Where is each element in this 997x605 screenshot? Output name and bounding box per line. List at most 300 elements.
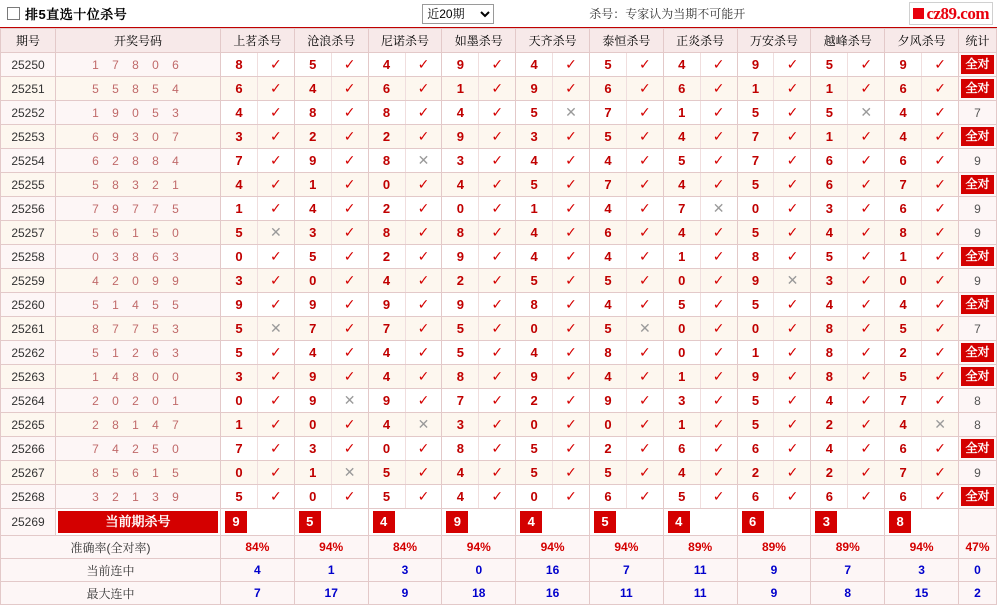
check-icon: ✓ (491, 152, 504, 168)
summary-row (1, 582, 997, 605)
cell-expert-kill (663, 149, 737, 173)
cell-draw-code: 5 6 1 5 0 (56, 221, 221, 245)
expert-kill-number: 5 (221, 341, 258, 364)
cell-expert-kill (221, 221, 295, 245)
expert-kill-number: 6 (590, 485, 627, 508)
expert-kill-number: 3 (811, 197, 848, 220)
check-icon: ✓ (417, 488, 430, 504)
check-icon: ✓ (638, 392, 651, 408)
cell-expert-kill (442, 125, 516, 149)
check-icon: ✓ (417, 272, 430, 288)
expert-kill-number: 4 (516, 221, 553, 244)
table-row (1, 437, 997, 461)
summary-value: 1 (294, 559, 368, 582)
check-icon: ✓ (343, 104, 356, 120)
cell-current-kill (737, 509, 811, 536)
check-icon: ✓ (269, 296, 282, 312)
col-header-expert-1: 上茗杀号 (221, 29, 295, 53)
status-badge: 全对 (961, 367, 994, 386)
check-icon: ✓ (343, 152, 356, 168)
status-badge: 全对 (961, 247, 994, 266)
expert-kill-number: 7 (738, 125, 775, 148)
logo-text: cz89.com (926, 3, 989, 23)
expert-kill-number: 6 (811, 149, 848, 172)
cell-expert-kill (811, 245, 885, 269)
cell-expert-kill (368, 317, 442, 341)
check-icon: ✓ (565, 296, 577, 312)
stat-value: 9 (974, 273, 981, 288)
check-icon: ✓ (491, 200, 504, 216)
expert-kill-number: 5 (664, 149, 701, 172)
cell-expert-kill (221, 197, 295, 221)
expert-kill-number: 4 (369, 341, 406, 364)
cell-expert-kill (221, 53, 295, 77)
expert-kill-number: 5 (738, 413, 775, 436)
current-kill-number: 6 (742, 511, 764, 533)
kill-number-table (0, 28, 997, 605)
summary-value: 15 (885, 582, 959, 605)
expert-kill-number: 4 (885, 293, 922, 316)
expert-kill-number: 8 (295, 101, 332, 124)
check-icon: ✓ (786, 248, 799, 264)
cross-icon: ✕ (638, 320, 651, 336)
cell-expert-kill (442, 317, 516, 341)
cell-expert-kill (442, 413, 516, 437)
expert-kill-number: 8 (442, 437, 479, 460)
check-icon: ✓ (786, 152, 799, 168)
status-badge: 全对 (961, 175, 994, 194)
cell-expert-kill (885, 269, 959, 293)
cell-draw-code: 8 5 6 1 5 (56, 461, 221, 485)
check-icon: ✓ (417, 248, 430, 264)
cell-stat (959, 437, 997, 461)
cell-expert-kill (221, 437, 295, 461)
period-range-select[interactable] (422, 4, 494, 24)
cell-expert-kill (589, 341, 663, 365)
table-body (1, 53, 997, 605)
expert-kill-number: 8 (885, 221, 922, 244)
cell-draw-code: 1 4 8 0 0 (56, 365, 221, 389)
check-icon: ✓ (638, 152, 651, 168)
expert-kill-number: 6 (369, 77, 406, 100)
table-row (1, 245, 997, 269)
cross-icon: ✕ (786, 272, 799, 288)
expert-kill-number: 2 (295, 125, 332, 148)
cell-expert-kill (737, 221, 811, 245)
check-icon: ✓ (343, 368, 356, 384)
cell-expert-kill (737, 317, 811, 341)
expert-kill-number: 5 (516, 461, 553, 484)
check-icon: ✓ (860, 80, 873, 96)
check-icon: ✓ (934, 296, 946, 312)
stat-value: 9 (974, 153, 981, 168)
cell-expert-kill (663, 389, 737, 413)
expert-kill-number: 9 (738, 53, 775, 76)
select-all-checkbox[interactable] (7, 7, 20, 20)
cell-expert-kill (663, 101, 737, 125)
expert-kill-number: 4 (811, 221, 848, 244)
stat-value: 8 (974, 393, 981, 408)
cell-expert-kill (221, 413, 295, 437)
expert-kill-number: 0 (369, 437, 406, 460)
cell-stat (959, 53, 997, 77)
table-row (1, 197, 997, 221)
cell-expert-kill (294, 365, 368, 389)
check-icon: ✓ (269, 440, 282, 456)
cross-icon: ✕ (565, 104, 577, 120)
cell-draw-code: 2 0 2 0 1 (56, 389, 221, 413)
expert-kill-number: 5 (664, 485, 701, 508)
check-icon: ✓ (638, 200, 651, 216)
summary-value: 9 (737, 582, 811, 605)
expert-kill-number: 7 (885, 173, 922, 196)
check-icon: ✓ (934, 320, 946, 336)
expert-kill-number: 1 (221, 197, 258, 220)
cell-expert-kill (885, 149, 959, 173)
cell-expert-kill (737, 269, 811, 293)
expert-kill-number: 5 (590, 125, 627, 148)
expert-kill-number: 0 (590, 413, 627, 436)
expert-kill-number: 4 (811, 293, 848, 316)
cell-expert-kill (811, 341, 885, 365)
cell-expert-kill (442, 389, 516, 413)
check-icon: ✓ (417, 200, 430, 216)
expert-kill-number: 0 (295, 413, 332, 436)
cell-draw-code: 6 9 3 0 7 (56, 125, 221, 149)
cell-expert-kill (663, 53, 737, 77)
expert-kill-number: 2 (811, 461, 848, 484)
check-icon: ✓ (786, 176, 799, 192)
expert-kill-number: 1 (885, 245, 922, 268)
expert-kill-number: 6 (738, 437, 775, 460)
cell-expert-kill (294, 341, 368, 365)
check-icon: ✓ (343, 488, 356, 504)
cell-expert-kill (737, 245, 811, 269)
cell-expert-kill (221, 77, 295, 101)
cell-expert-kill (294, 101, 368, 125)
col-header-expert-10: 夕风杀号 (885, 29, 959, 53)
cross-icon: ✕ (712, 200, 725, 216)
expert-kill-number: 4 (590, 245, 627, 268)
cell-expert-kill (368, 293, 442, 317)
check-icon: ✓ (638, 128, 651, 144)
check-icon: ✓ (269, 272, 282, 288)
cell-stat (959, 365, 997, 389)
check-icon: ✓ (565, 152, 577, 168)
table-row (1, 149, 997, 173)
cell-expert-kill (663, 317, 737, 341)
cell-expert-kill (294, 149, 368, 173)
cell-expert-kill (663, 245, 737, 269)
page-title: 排5直选十位杀号 (25, 7, 128, 22)
cell-expert-kill (811, 365, 885, 389)
cell-expert-kill (442, 365, 516, 389)
expert-kill-number: 0 (664, 317, 701, 340)
cell-current-kill (221, 509, 295, 536)
check-icon: ✓ (269, 176, 282, 192)
cell-expert-kill (885, 437, 959, 461)
cell-expert-kill (811, 317, 885, 341)
table-row (1, 173, 997, 197)
check-icon: ✓ (860, 368, 873, 384)
table-row (1, 317, 997, 341)
cell-stat (959, 413, 997, 437)
check-icon: ✓ (786, 128, 799, 144)
check-icon: ✓ (712, 488, 725, 504)
check-icon: ✓ (712, 440, 725, 456)
summary-value: 89% (737, 536, 811, 559)
cell-expert-kill (516, 245, 590, 269)
cell-period: 25251 (1, 77, 56, 101)
check-icon: ✓ (712, 296, 725, 312)
expert-kill-number: 8 (590, 341, 627, 364)
cell-expert-kill (442, 437, 516, 461)
expert-kill-number: 5 (885, 365, 922, 388)
cell-expert-kill (221, 389, 295, 413)
cell-period: 25250 (1, 53, 56, 77)
expert-kill-number: 9 (369, 389, 406, 412)
cell-expert-kill (368, 197, 442, 221)
expert-kill-number: 6 (885, 197, 922, 220)
expert-kill-number: 0 (516, 413, 553, 436)
expert-kill-number: 4 (369, 53, 406, 76)
check-icon: ✓ (417, 80, 430, 96)
check-icon: ✓ (491, 80, 504, 96)
cell-expert-kill (294, 245, 368, 269)
expert-kill-number: 5 (811, 245, 848, 268)
expert-kill-number: 7 (221, 149, 258, 172)
cross-icon: ✕ (343, 392, 356, 408)
expert-kill-number: 5 (369, 485, 406, 508)
cell-stat (959, 341, 997, 365)
cell-expert-kill (811, 437, 885, 461)
check-icon: ✓ (269, 488, 282, 504)
status-badge: 全对 (961, 439, 994, 458)
check-icon: ✓ (491, 128, 504, 144)
expert-kill-number: 4 (664, 125, 701, 148)
check-icon: ✓ (712, 272, 725, 288)
cell-expert-kill (516, 413, 590, 437)
cell-expert-kill (885, 101, 959, 125)
table-row (1, 365, 997, 389)
expert-kill-number: 0 (885, 269, 922, 292)
cell-expert-kill (811, 389, 885, 413)
check-icon: ✓ (786, 224, 799, 240)
expert-kill-number: 9 (221, 293, 258, 316)
expert-kill-number: 3 (221, 365, 258, 388)
summary-value: 94% (516, 536, 590, 559)
logo-square-icon (913, 8, 924, 19)
expert-kill-number: 4 (221, 173, 258, 196)
expert-kill-number: 0 (369, 173, 406, 196)
expert-kill-number: 4 (442, 173, 479, 196)
cell-period: 25256 (1, 197, 56, 221)
expert-kill-number: 6 (885, 437, 922, 460)
cell-period: 25252 (1, 101, 56, 125)
expert-kill-number: 0 (295, 485, 332, 508)
check-icon: ✓ (269, 248, 282, 264)
cell-expert-kill (442, 341, 516, 365)
current-kill-number: 4 (668, 511, 690, 533)
cell-current-kill (442, 509, 516, 536)
cell-period: 25266 (1, 437, 56, 461)
expert-kill-number: 8 (811, 365, 848, 388)
status-badge: 全对 (961, 55, 994, 74)
expert-kill-number: 7 (221, 437, 258, 460)
expert-kill-number: 9 (738, 269, 775, 292)
current-kill-number: 4 (520, 511, 542, 533)
check-icon: ✓ (269, 56, 282, 72)
current-kill-number: 4 (373, 511, 395, 533)
expert-kill-number: 0 (221, 389, 258, 412)
summary-value: 4 (221, 559, 295, 582)
expert-kill-number: 2 (811, 413, 848, 436)
status-badge: 全对 (961, 343, 994, 362)
cell-expert-kill (811, 125, 885, 149)
cell-expert-kill (294, 53, 368, 77)
check-icon: ✓ (343, 128, 356, 144)
check-icon: ✓ (934, 440, 946, 456)
expert-kill-number: 4 (811, 389, 848, 412)
cell-draw-code: 2 8 1 4 7 (56, 413, 221, 437)
cell-expert-kill (294, 437, 368, 461)
check-icon: ✓ (712, 128, 725, 144)
cell-expert-kill (294, 77, 368, 101)
check-icon: ✓ (417, 56, 430, 72)
expert-kill-number: 4 (516, 53, 553, 76)
cross-icon: ✕ (934, 416, 946, 432)
expert-kill-number: 8 (516, 293, 553, 316)
check-icon: ✓ (491, 320, 504, 336)
cell-period: 25267 (1, 461, 56, 485)
check-icon: ✓ (860, 344, 873, 360)
cell-expert-kill (663, 485, 737, 509)
expert-kill-number: 9 (442, 53, 479, 76)
check-icon: ✓ (343, 248, 356, 264)
expert-kill-number: 7 (442, 389, 479, 412)
expert-kill-number: 6 (738, 485, 775, 508)
cell-stat (959, 269, 997, 293)
check-icon: ✓ (638, 488, 651, 504)
check-icon: ✓ (638, 272, 651, 288)
cell-expert-kill (294, 389, 368, 413)
cell-period: 25260 (1, 293, 56, 317)
check-icon: ✓ (565, 56, 577, 72)
expert-kill-number: 9 (295, 389, 332, 412)
cell-expert-kill (294, 221, 368, 245)
summary-value: 94% (589, 536, 663, 559)
expert-kill-number: 5 (516, 173, 553, 196)
site-logo[interactable] (909, 2, 993, 25)
check-icon: ✓ (343, 440, 356, 456)
summary-label: 准确率(全对率) (1, 536, 221, 559)
check-icon: ✓ (860, 440, 873, 456)
cell-expert-kill (221, 245, 295, 269)
summary-value: 3 (368, 559, 442, 582)
cell-draw-code: 5 8 3 2 1 (56, 173, 221, 197)
summary-value: 94% (294, 536, 368, 559)
expert-kill-number: 6 (811, 485, 848, 508)
expert-kill-number: 2 (369, 245, 406, 268)
expert-kill-number: 2 (369, 197, 406, 220)
summary-stat: 47% (959, 536, 997, 559)
cell-period: 25254 (1, 149, 56, 173)
check-icon: ✓ (934, 104, 946, 120)
expert-kill-number: 1 (221, 413, 258, 436)
cell-draw-code: 7 4 2 5 0 (56, 437, 221, 461)
summary-row (1, 559, 997, 582)
check-icon: ✓ (269, 392, 282, 408)
expert-kill-number: 4 (885, 101, 922, 124)
check-icon: ✓ (417, 464, 430, 480)
check-icon: ✓ (343, 200, 356, 216)
expert-kill-number: 5 (295, 53, 332, 76)
summary-stat: 0 (959, 559, 997, 582)
expert-kill-number: 5 (590, 269, 627, 292)
expert-kill-number: 1 (811, 125, 848, 148)
check-icon: ✓ (638, 80, 651, 96)
summary-value: 16 (516, 582, 590, 605)
cell-expert-kill (221, 125, 295, 149)
check-icon: ✓ (417, 344, 430, 360)
expert-kill-number: 8 (811, 341, 848, 364)
expert-kill-number: 4 (516, 341, 553, 364)
check-icon: ✓ (860, 392, 873, 408)
expert-kill-number: 5 (590, 461, 627, 484)
check-icon: ✓ (638, 248, 651, 264)
cell-expert-kill (885, 461, 959, 485)
check-icon: ✓ (491, 488, 504, 504)
expert-kill-number: 7 (664, 197, 701, 220)
cell-expert-kill (589, 293, 663, 317)
cell-current-kill (294, 509, 368, 536)
cell-expert-kill (885, 293, 959, 317)
expert-kill-number: 1 (811, 77, 848, 100)
cell-current-kill (589, 509, 663, 536)
expert-kill-number: 5 (738, 389, 775, 412)
cell-expert-kill (368, 149, 442, 173)
table-row (1, 125, 997, 149)
expert-kill-number: 2 (738, 461, 775, 484)
cell-expert-kill (294, 485, 368, 509)
cell-expert-kill (368, 461, 442, 485)
expert-kill-number: 3 (221, 269, 258, 292)
cell-expert-kill (885, 365, 959, 389)
current-kill-number: 8 (889, 511, 911, 533)
expert-kill-number: 2 (885, 341, 922, 364)
cell-expert-kill (368, 53, 442, 77)
check-icon: ✓ (934, 392, 946, 408)
cell-expert-kill (516, 341, 590, 365)
expert-kill-number: 0 (295, 269, 332, 292)
cell-expert-kill (737, 437, 811, 461)
check-icon: ✓ (860, 224, 873, 240)
check-icon: ✓ (565, 368, 577, 384)
cell-expert-kill (663, 365, 737, 389)
expert-kill-number: 7 (885, 389, 922, 412)
expert-kill-number: 2 (442, 269, 479, 292)
expert-kill-number: 5 (738, 173, 775, 196)
cross-icon: ✕ (269, 224, 282, 240)
expert-kill-number: 5 (369, 461, 406, 484)
check-icon: ✓ (786, 464, 799, 480)
summary-value: 7 (589, 559, 663, 582)
expert-kill-number: 7 (590, 173, 627, 196)
cell-expert-kill (811, 197, 885, 221)
expert-kill-number: 4 (442, 101, 479, 124)
cell-expert-kill (811, 173, 885, 197)
expert-kill-number: 9 (369, 293, 406, 316)
